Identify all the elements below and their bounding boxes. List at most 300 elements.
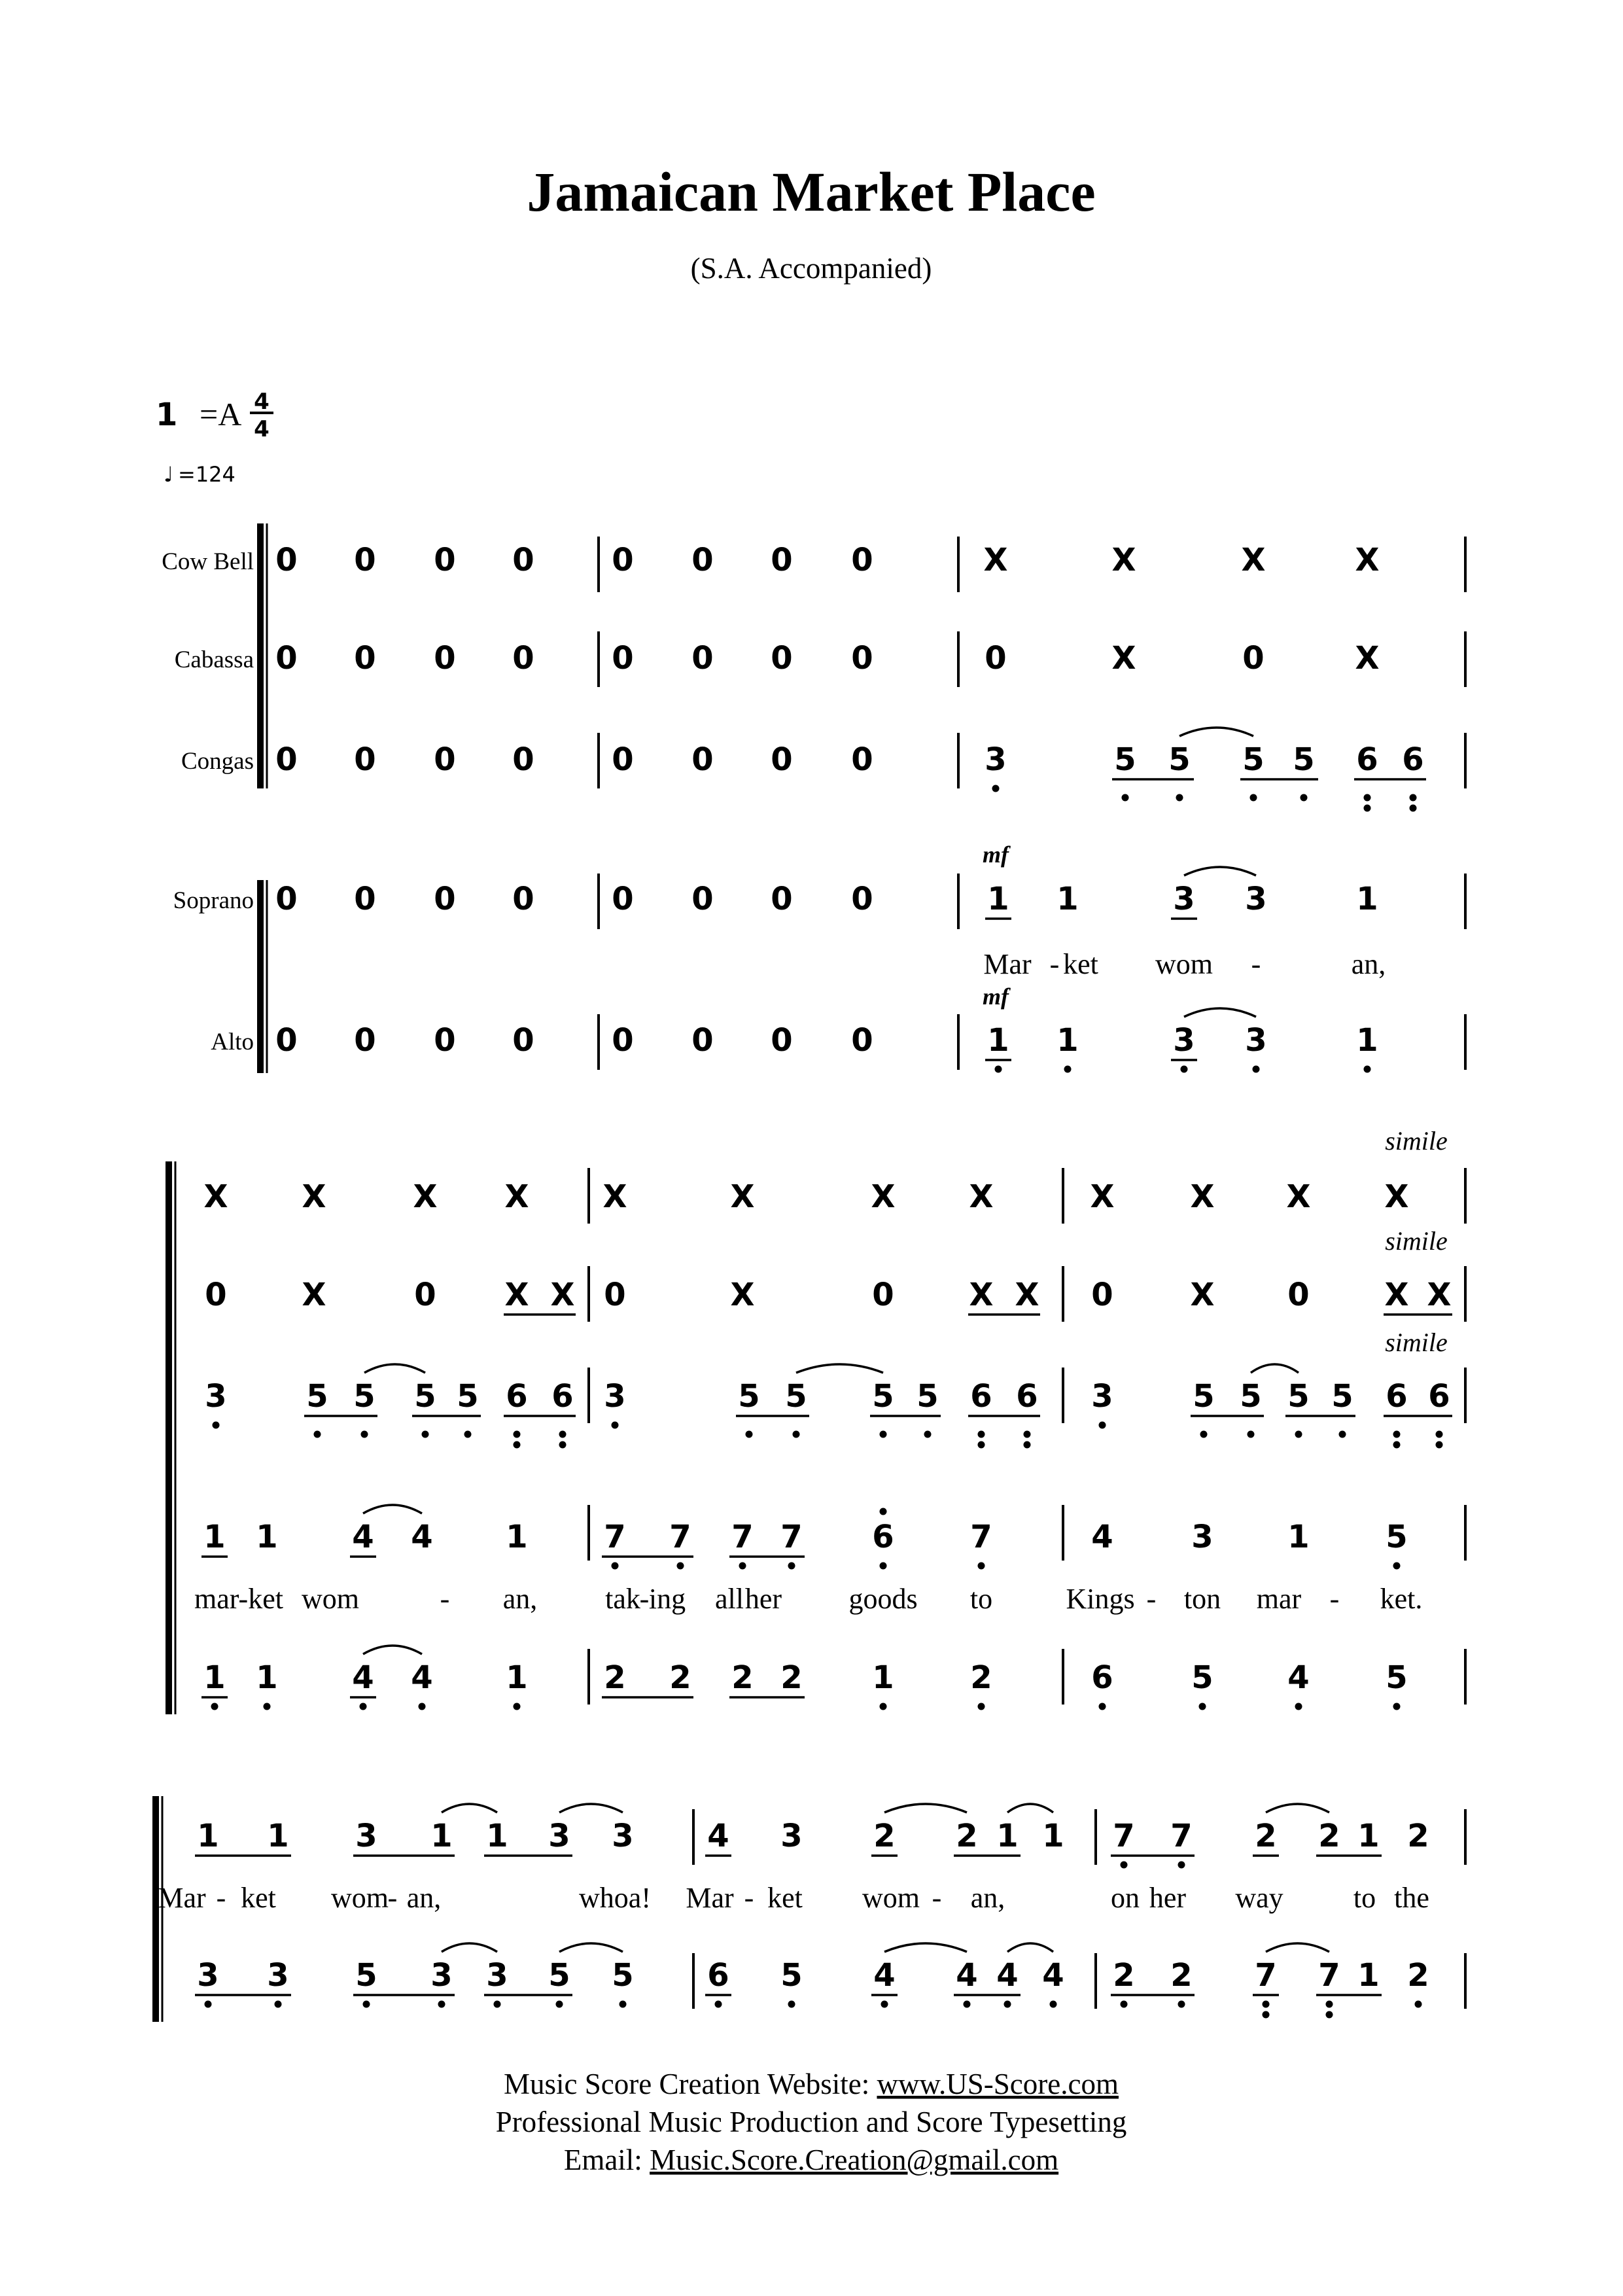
congas-note: 6 (1386, 1378, 1408, 1415)
octave-dot (1178, 2001, 1185, 2008)
alto-note: 4 (956, 1957, 978, 1994)
lyric: wom (302, 1583, 359, 1615)
alto-note: 5 (1191, 1659, 1213, 1696)
label-congas: Congas (181, 748, 254, 775)
octave-dot (1364, 1066, 1371, 1073)
congas-note: 0 (612, 741, 634, 778)
cowbell-note: X (730, 1178, 755, 1215)
label-alto: Alto (211, 1029, 254, 1055)
soprano-note: 1 (197, 1818, 219, 1854)
lyric: - (1329, 1583, 1340, 1615)
lyric: on (1111, 1882, 1140, 1914)
octave-dot (213, 1422, 220, 1429)
cowbell-note: X (871, 1178, 896, 1215)
cabassa-note: 0 (1091, 1277, 1113, 1313)
cabassa-note: X (1190, 1277, 1215, 1313)
congas-note: 0 (691, 741, 714, 778)
octave-dot (1121, 1862, 1128, 1869)
cabassa-note: 0 (512, 640, 534, 677)
lyric: wom (862, 1882, 920, 1914)
soprano-note: 3 (1245, 881, 1267, 917)
cabassa-note: X (504, 1277, 529, 1313)
footer-email-label: Email: (563, 2144, 650, 2176)
octave-dot (314, 1431, 321, 1438)
lyric: Mar (983, 948, 1032, 980)
cabassa-note: 0 (1242, 640, 1265, 677)
soprano-note: 0 (354, 881, 376, 917)
cabassa-note: 0 (1287, 1277, 1310, 1313)
octave-dot (1393, 1703, 1401, 1710)
tempo-value: =124 (178, 462, 236, 487)
tempo-note-icon: ♩ (164, 462, 174, 487)
simile-mark: simile (1385, 1126, 1448, 1156)
alto-note: 0 (771, 1022, 793, 1059)
congas-note: 6 (1428, 1378, 1450, 1415)
key-signature-one: 1 (156, 397, 178, 433)
octave-dot (1248, 1431, 1255, 1438)
slur (364, 1364, 425, 1373)
alto-note: 5 (780, 1957, 803, 1994)
dynamic-mf: mf (983, 841, 1009, 868)
alto-note: 1 (506, 1659, 528, 1696)
cowbell-note: X (1090, 1178, 1115, 1215)
slur (1179, 728, 1253, 736)
lyric: - (639, 1583, 650, 1615)
soprano-note: 4 (707, 1818, 729, 1854)
octave-dot (1393, 1563, 1401, 1570)
alto-note: 6 (1091, 1659, 1113, 1696)
soprano-note: 1 (1287, 1519, 1310, 1555)
congas-note: 5 (457, 1378, 479, 1415)
congas-note: 3 (1091, 1378, 1113, 1415)
octave-dot (1004, 2001, 1011, 2008)
octave-dot (1393, 1431, 1401, 1438)
lyric: ket (1063, 948, 1098, 980)
slur (884, 1943, 967, 1952)
lyric: an, (1351, 948, 1386, 980)
lyric: ket (241, 1882, 276, 1914)
lyric: Mar (686, 1882, 734, 1914)
octave-dot (1300, 794, 1308, 802)
cabassa-note: X (1015, 1277, 1039, 1313)
soprano-note: 5 (1386, 1519, 1408, 1555)
footer-email (564, 2144, 1058, 2176)
lyric: wom (331, 1882, 389, 1914)
soprano-note: 1 (267, 1818, 289, 1854)
lyric: to (969, 1583, 993, 1615)
lyric: tak (605, 1583, 640, 1615)
soprano-note: 1 (486, 1818, 508, 1854)
soprano-note: 2 (1318, 1818, 1340, 1854)
octave-dot (1436, 1431, 1443, 1438)
alto-note: 2 (1170, 1957, 1193, 1994)
cowbell-note: X (602, 1178, 627, 1215)
lyric: - (1146, 1583, 1157, 1615)
cowbell-note: X (203, 1178, 228, 1215)
key-signature: =A (200, 396, 242, 433)
alto-note: 3 (267, 1957, 289, 1994)
octave-dot (1339, 1431, 1346, 1438)
label-cow-bell: Cow Bell (162, 548, 254, 575)
cowbell-note: X (1190, 1178, 1215, 1215)
octave-dot (788, 1563, 795, 1570)
congas-note: 3 (604, 1378, 626, 1415)
cowbell-note: X (983, 542, 1008, 578)
slur (1184, 1008, 1256, 1017)
octave-dot (1099, 1422, 1106, 1429)
alto-note: 3 (430, 1957, 453, 1994)
octave-dot (880, 1563, 887, 1570)
lyric: mar (1256, 1583, 1302, 1615)
slur (363, 1505, 422, 1513)
alto-note: 3 (486, 1957, 508, 1994)
slur (559, 1943, 623, 1952)
alto-note: 7 (1255, 1957, 1277, 1994)
congas-note: 5 (1287, 1378, 1310, 1415)
alto-note: 1 (1357, 1957, 1380, 1994)
congas-note: 0 (275, 741, 298, 778)
octave-dot (275, 2001, 282, 2008)
lyric: Mar (158, 1882, 206, 1914)
cowbell-note: 0 (434, 542, 456, 578)
octave-dot (964, 2001, 971, 2008)
octave-dot (715, 2001, 722, 2008)
congas-note: 6 (506, 1378, 528, 1415)
soprano-note: 4 (352, 1519, 374, 1555)
alto-note: 3 (1173, 1022, 1195, 1059)
page-title: Jamaican Market Place (527, 160, 1096, 223)
octave-dot (1200, 1431, 1208, 1438)
lyric: - (1049, 948, 1060, 980)
soprano-note: 3 (780, 1818, 803, 1854)
lyric: an, (502, 1583, 538, 1615)
alto-note: 6 (707, 1957, 729, 1994)
octave-dot (612, 1563, 619, 1570)
alto-note: 2 (604, 1659, 626, 1696)
page-subtitle: (S.A. Accompanied) (690, 252, 932, 285)
congas-note: 5 (1168, 741, 1191, 778)
octave-dot (746, 1431, 753, 1438)
cabassa-note: X (1111, 640, 1136, 677)
cabassa-note: X (730, 1277, 755, 1313)
cabassa-note: 0 (205, 1277, 227, 1313)
alto-note: 4 (411, 1659, 433, 1696)
congas-note: 0 (512, 741, 534, 778)
lyric: her (1149, 1882, 1187, 1914)
soprano-note: 1 (1042, 1818, 1064, 1854)
alto-note: 4 (873, 1957, 896, 1994)
alto-note: 0 (691, 1022, 714, 1059)
octave-dot (620, 2001, 627, 2008)
cowbell-note: X (413, 1178, 438, 1215)
cabassa-note: 0 (354, 640, 376, 677)
slur (1184, 867, 1256, 875)
soprano-note: 0 (771, 881, 793, 917)
lyric: ing (648, 1583, 686, 1615)
octave-dot (363, 2001, 370, 2008)
cowbell-note: X (504, 1178, 529, 1215)
octave-dot (1199, 1703, 1206, 1710)
octave-dot (1295, 1703, 1302, 1710)
octave-dot (1253, 1066, 1260, 1073)
cabassa-note: 0 (275, 640, 298, 677)
alto-note: 2 (731, 1659, 754, 1696)
congas-note: 5 (1293, 741, 1315, 778)
octave-dot (1436, 1441, 1443, 1449)
octave-dot (211, 1703, 218, 1710)
congas-note: 5 (872, 1378, 894, 1415)
octave-dot (1250, 794, 1257, 802)
soprano-note: 3 (355, 1818, 377, 1854)
cowbell-note: 0 (851, 542, 873, 578)
alto-note: 3 (197, 1957, 219, 1994)
soprano-note: 0 (512, 881, 534, 917)
cowbell-note: 0 (275, 542, 298, 578)
soprano-note: 0 (612, 881, 634, 917)
cowbell-note: X (302, 1178, 326, 1215)
soprano-note: 7 (731, 1519, 754, 1555)
cabassa-note: 0 (612, 640, 634, 677)
cabassa-note: X (550, 1277, 575, 1313)
octave-dot (514, 1441, 521, 1449)
octave-dot (514, 1703, 521, 1710)
soprano-note: 1 (987, 881, 1009, 917)
alto-note: 4 (1042, 1957, 1064, 1994)
alto-note: 2 (1113, 1957, 1135, 1994)
octave-dot (880, 1703, 887, 1710)
lyric: - (744, 1882, 754, 1914)
dynamic-mf: mf (983, 983, 1009, 1010)
congas-note: 0 (771, 741, 793, 778)
cabassa-note: 0 (414, 1277, 436, 1313)
octave-dot (677, 1563, 684, 1570)
alto-note: 5 (1386, 1659, 1408, 1696)
time-signature-bottom: 4 (254, 416, 270, 442)
slur (363, 1646, 422, 1654)
octave-dot (881, 2001, 888, 2008)
cabassa-note: 0 (434, 640, 456, 677)
alto-note: 0 (612, 1022, 634, 1059)
octave-dot (556, 2001, 563, 2008)
congas-note: 6 (1016, 1378, 1038, 1415)
alto-note: 2 (780, 1659, 803, 1696)
octave-dot (995, 1066, 1002, 1073)
soprano-note: 6 (872, 1519, 894, 1555)
alto-note: 1 (1056, 1022, 1079, 1059)
soprano-note: 0 (434, 881, 456, 917)
cabassa-note: 0 (691, 640, 714, 677)
alto-note: 0 (354, 1022, 376, 1059)
octave-dot (1410, 805, 1417, 812)
octave-dot (422, 1431, 429, 1438)
lyric: wom (1155, 948, 1213, 980)
soprano-note: 3 (612, 1818, 634, 1854)
octave-dot (1122, 794, 1129, 802)
lyric: - (932, 1882, 942, 1914)
octave-dot (438, 2001, 445, 2008)
time-signature-top: 4 (254, 389, 270, 415)
lyric: - (387, 1882, 398, 1914)
cabassa-note: 0 (851, 640, 873, 677)
octave-dot (1295, 1431, 1302, 1438)
octave-dot (1364, 805, 1371, 812)
alto-note: 1 (203, 1659, 226, 1696)
octave-dot (1326, 2011, 1333, 2019)
alto-note: 2 (1407, 1957, 1429, 1994)
octave-dot (992, 785, 1000, 792)
cowbell-note: 0 (512, 542, 534, 578)
congas-note: 5 (353, 1378, 375, 1415)
octave-dot (361, 1431, 368, 1438)
cabassa-note: 0 (985, 640, 1007, 677)
alto-note: 4 (996, 1957, 1019, 1994)
cabassa-note: X (302, 1277, 326, 1313)
octave-dot (360, 1703, 367, 1710)
octave-dot (1121, 2001, 1128, 2008)
soprano-note: 3 (548, 1818, 570, 1854)
slur (1251, 1364, 1299, 1373)
alto-note: 0 (275, 1022, 298, 1059)
octave-dot (793, 1431, 800, 1438)
alto-note: 7 (1318, 1957, 1340, 1994)
congas-note: 5 (916, 1378, 939, 1415)
alto-note: 2 (669, 1659, 691, 1696)
cabassa-note: X (1427, 1277, 1452, 1313)
soprano-note: 3 (1173, 881, 1195, 917)
alto-note: 5 (612, 1957, 634, 1994)
octave-dot (1024, 1431, 1031, 1438)
octave-dot (978, 1703, 985, 1710)
soprano-note: 0 (851, 881, 873, 917)
lyric: ton (1183, 1583, 1221, 1615)
footer-website-label: Music Score Creation Website: (504, 2068, 877, 2100)
congas-note: 3 (985, 741, 1007, 778)
alto-note: 1 (1356, 1022, 1378, 1059)
lyric: - (1251, 948, 1261, 980)
soprano-note: 2 (1255, 1818, 1277, 1854)
soprano-note: 7 (1113, 1818, 1135, 1854)
octave-dot (464, 1431, 472, 1438)
lyric: ket (767, 1882, 803, 1914)
cabassa-note: 0 (872, 1277, 894, 1313)
octave-dot (264, 1703, 271, 1710)
alto-note: 1 (987, 1022, 1009, 1059)
cowbell-note: X (1111, 542, 1136, 578)
cowbell-note: X (969, 1178, 994, 1215)
cowbell-note: 0 (354, 542, 376, 578)
slur (442, 1804, 497, 1812)
footer-tagline: Professional Music Production and Score Typesetting (495, 2106, 1127, 2138)
soprano-note: 1 (203, 1519, 226, 1555)
cowbell-note: 0 (691, 542, 714, 578)
octave-dot (739, 1563, 746, 1570)
octave-dot (1024, 1441, 1031, 1449)
alto-note: 0 (512, 1022, 534, 1059)
footer-website (504, 2068, 1119, 2100)
congas-note: 5 (306, 1378, 328, 1415)
octave-dot (880, 1508, 887, 1515)
lyric: - (216, 1882, 226, 1914)
alto-note: 1 (872, 1659, 894, 1696)
cowbell-note: X (1355, 542, 1380, 578)
octave-dot (559, 1441, 567, 1449)
octave-dot (1393, 1441, 1401, 1449)
octave-dot (1364, 794, 1371, 802)
slur (1266, 1943, 1329, 1952)
cabassa-note: X (1384, 1277, 1409, 1313)
cabassa-note: X (969, 1277, 994, 1313)
congas-note: 5 (1240, 1378, 1262, 1415)
slur (796, 1364, 883, 1373)
slur (1007, 1943, 1053, 1952)
footer-email-link[interactable]: Music.Score.Creation@gmail.com (650, 2144, 1059, 2176)
octave-dot (978, 1441, 985, 1449)
lyric: an, (406, 1882, 442, 1914)
congas-note: 5 (738, 1378, 760, 1415)
alto-note: 2 (970, 1659, 992, 1696)
lyric: mar-ket (194, 1583, 283, 1615)
cowbell-note: 0 (771, 542, 793, 578)
alto-note: 4 (352, 1659, 374, 1696)
congas-note: 6 (1356, 741, 1378, 778)
soprano-note: 1 (1056, 881, 1079, 917)
soprano-note: 2 (873, 1818, 896, 1854)
octave-dot (419, 1703, 426, 1710)
cowbell-note: X (1384, 1178, 1409, 1215)
slur (1007, 1804, 1053, 1812)
cabassa-note: X (1355, 640, 1380, 677)
octave-dot (1181, 1066, 1188, 1073)
congas-note: 5 (1331, 1378, 1353, 1415)
lyric: an, (970, 1882, 1005, 1914)
footer-website-link[interactable]: www.US-Score.com (877, 2068, 1119, 2100)
octave-dot (880, 1431, 887, 1438)
octave-dot (1263, 2001, 1270, 2008)
lyric: way (1235, 1882, 1283, 1914)
octave-dot (1099, 1703, 1106, 1710)
octave-dot (1415, 2001, 1422, 2008)
soprano-note: 7 (604, 1519, 626, 1555)
lyric: - (440, 1583, 450, 1615)
congas-note: 0 (434, 741, 456, 778)
octave-dot (978, 1431, 985, 1438)
octave-dot (1050, 2001, 1057, 2008)
simile-mark: simile (1385, 1328, 1448, 1357)
congas-note: 3 (205, 1378, 227, 1415)
octave-dot (494, 2001, 501, 2008)
octave-dot (1410, 794, 1417, 802)
soprano-note: 1 (996, 1818, 1019, 1854)
octave-dot (1176, 794, 1183, 802)
octave-dot (1326, 2001, 1333, 2008)
congas-note: 5 (1242, 741, 1265, 778)
congas-note: 0 (354, 741, 376, 778)
alto-note: 1 (256, 1659, 278, 1696)
soprano-note: 7 (970, 1519, 992, 1555)
congas-note: 0 (851, 741, 873, 778)
alto-note: 5 (355, 1957, 377, 1994)
soprano-note: 2 (1407, 1818, 1429, 1854)
cabassa-note: 0 (604, 1277, 626, 1313)
octave-dot (612, 1422, 619, 1429)
alto-note: 0 (851, 1022, 873, 1059)
slur (884, 1804, 967, 1812)
soprano-note: 1 (256, 1519, 278, 1555)
alto-note: 4 (1287, 1659, 1310, 1696)
soprano-note: 7 (780, 1519, 803, 1555)
congas-note: 5 (1114, 741, 1136, 778)
soprano-note: 4 (411, 1519, 433, 1555)
